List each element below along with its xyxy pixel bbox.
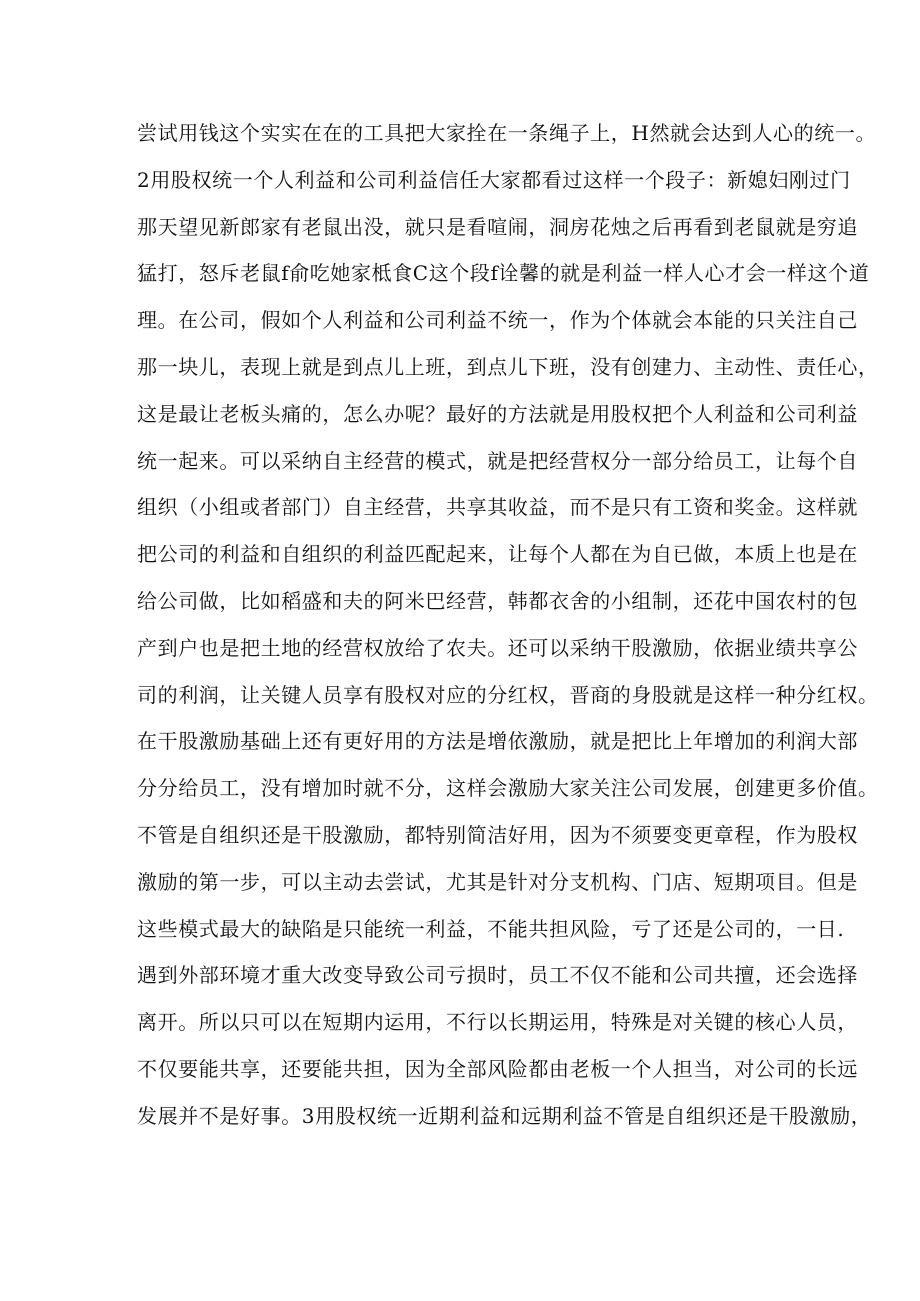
text-line: 给公司做，比如稻盛和夫的阿米巴经营，韩都衣舍的小组制，还花中国农村的包 bbox=[137, 588, 858, 613]
text-line: 这些模式最大的缺陷是只能统一利益，不能共担风险，亏了还是公司的，一日. bbox=[137, 916, 845, 941]
text-line: 组织（小组或者部门）自主经营，共享其收益，而不是只有工资和奖金。这样就 bbox=[137, 495, 858, 520]
text-line: 那天望见新郎家有老鼠出没，就只是看喧闹，洞房花烛之后再看到老鼠就是穷追 bbox=[137, 214, 858, 239]
text-line: 把公司的利益和自组织的利益匹配起来，让每个人都在为自已做，本质上也是在 bbox=[137, 542, 858, 567]
text-line: 统一起来。可以采纳自主经营的模式，就是把经营权分一部分给员工，让每个自 bbox=[137, 448, 858, 473]
text-line: 离开。所以只可以在短期内运用，不行以长期运用，特殊是对关键的核心人员， bbox=[137, 1010, 858, 1035]
text-line: 分分给员工，没有增加时就不分，这样会激励大家关注公司发展，创建更多价值。 bbox=[137, 776, 879, 801]
text-line: 这是最让老板头痛的，怎么办呢？最好的方法就是用股权把个人利益和公司利益 bbox=[137, 401, 858, 426]
text-line: 遇到外部环境才重大改变导致公司亏损时，员工不仅不能和公司共擅，还会选择 bbox=[137, 963, 858, 988]
text-line: 产到户也是把土地的经营权放给了农夫。还可以采纳干股激励，依据业绩共享公 bbox=[137, 635, 858, 660]
text-line: 激励的第一步，可以主动去尝试，尤其是针对分支机构、门店、短期项目。但是 bbox=[137, 869, 858, 894]
text-line: 2用股权统一个人利益和公司利益信任大家都看过这样一个段子：新媳妇刚过门 bbox=[137, 167, 851, 192]
text-line: 理。在公司，假如个人利益和公司利益不统一，作为个体就会本能的只关注自己 bbox=[137, 308, 858, 333]
text-line: 不管是自组织还是干股激励，都特别简洁好用，因为不须要变更章程，作为股权 bbox=[137, 822, 858, 847]
text-line: 那一块儿，表现上就是到点儿上班，到点儿下班，没有创建力、主动性、责任心， bbox=[137, 354, 879, 379]
text-line: 不仅要能共享，还要能共担，因为全部风险都由老板一个人担当，对公司的长远 bbox=[137, 1056, 858, 1081]
text-line: 尝试用钱这个实实在在的工具把大家拴在一条绳子上，H然就会达到人心的统一。 bbox=[137, 121, 877, 145]
text-line: 司的利润，让关键人员享有股权对应的分红权，晋商的身股就是这样一种分红权。 bbox=[137, 682, 879, 707]
text-line: 在干股激励基础上还有更好用的方法是增依激励，就是把比上年增加的利润大部 bbox=[137, 729, 858, 754]
text-line: 猛打，怒斥老鼠f俞吃她家柢食C这个段f诠馨的就是利益一样人心才会一样这个道 bbox=[137, 261, 870, 286]
text-line: 发展并不是好事。3用股权统一近期利益和远期利益不管是自组织还是干股激励， bbox=[137, 1103, 872, 1128]
body-text bbox=[137, 110, 879, 1140]
